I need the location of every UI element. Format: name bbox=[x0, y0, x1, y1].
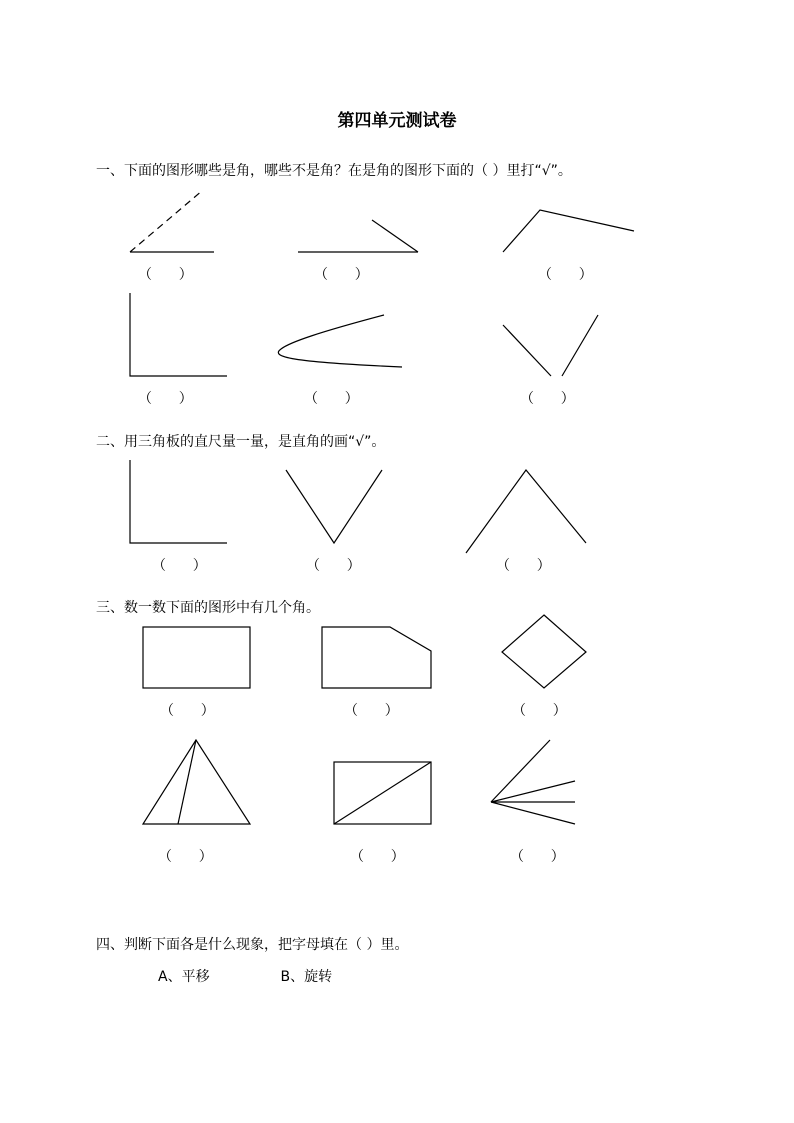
q1-figure-right-angle bbox=[130, 293, 227, 376]
answer-blank-q3-3[interactable]: （ ） bbox=[512, 703, 567, 719]
answer-blank-q2-1[interactable]: （ ） bbox=[152, 558, 207, 574]
q2-figure-right-angle bbox=[130, 460, 227, 543]
answer-blank-q2-2[interactable]: （ ） bbox=[306, 558, 361, 574]
question-4-text: 四、判断下面各是什么现象，把字母填在（ ）里。 bbox=[96, 937, 409, 953]
q1-figure-angle-opening-down bbox=[503, 210, 634, 252]
answer-blank-q1-6[interactable]: （ ） bbox=[520, 391, 575, 407]
q3-figure-rectangle-with-diagonal bbox=[334, 762, 431, 824]
answer-blank-q1-3[interactable]: （ ） bbox=[538, 267, 593, 283]
answer-blank-q1-5[interactable]: （ ） bbox=[304, 391, 359, 407]
answer-blank-q2-3[interactable]: （ ） bbox=[496, 558, 551, 574]
q3-figure-fan-of-rays bbox=[491, 740, 575, 824]
answer-blank-q1-1[interactable]: （ ） bbox=[138, 267, 193, 283]
answer-blank-q1-4[interactable]: （ ） bbox=[138, 391, 193, 407]
choice-b: B、旋转 bbox=[280, 969, 333, 985]
q3-figure-pentagon bbox=[322, 627, 431, 688]
q3-figure-triangle-with-line bbox=[143, 740, 250, 824]
q1-figure-v-lines-not-meeting bbox=[503, 315, 598, 376]
q1-figure-not-touching-lines bbox=[298, 220, 418, 252]
q1-figure-curved-shape bbox=[278, 315, 402, 367]
q3-figure-rhombus bbox=[502, 615, 586, 688]
q2-figure-v-angle bbox=[286, 470, 382, 543]
answer-blank-q3-1[interactable]: （ ） bbox=[160, 703, 215, 719]
answer-blank-q3-4[interactable]: （ ） bbox=[158, 849, 213, 865]
q2-figure-wide-angle bbox=[466, 470, 586, 553]
answer-blank-q3-5[interactable]: （ ） bbox=[350, 849, 405, 865]
answer-blank-q1-2[interactable]: （ ） bbox=[314, 267, 369, 283]
question-1-text: 一、下面的图形哪些是角，哪些不是角？在是角的图形下面的（ ）里打“√”。 bbox=[96, 163, 572, 179]
answer-blank-q3-2[interactable]: （ ） bbox=[344, 703, 399, 719]
page-title: 第四单元测试卷 bbox=[337, 111, 457, 131]
q3-figure-rectangle bbox=[143, 627, 250, 688]
answer-blank-q3-6[interactable]: （ ） bbox=[510, 849, 565, 865]
q1-figure-dashed-angle bbox=[130, 190, 214, 252]
question-2-text: 二、用三角板的直尺量一量，是直角的画“√”。 bbox=[96, 434, 386, 450]
question-3-text: 三、数一数下面的图形中有几个角。 bbox=[96, 600, 320, 616]
choice-a: A、平移 bbox=[158, 969, 210, 985]
